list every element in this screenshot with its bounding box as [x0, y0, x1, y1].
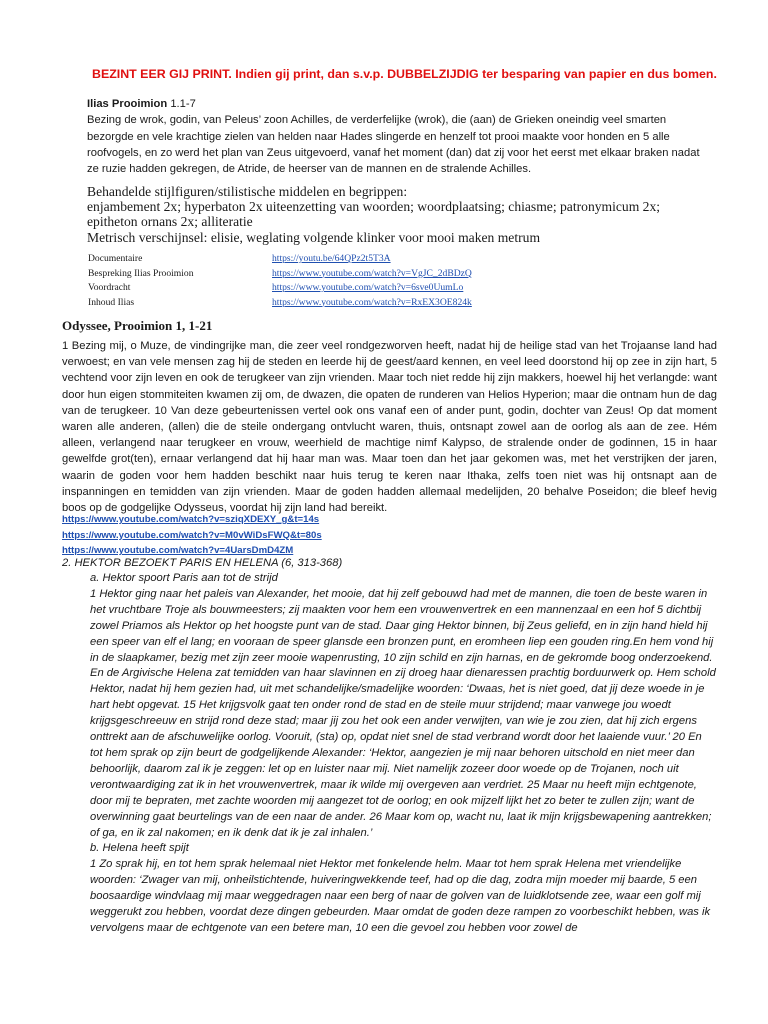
link-label: Documentaire: [88, 253, 143, 264]
hektor-text-b: 1 Zo sprak hij, en tot hem sprak helemaal niet Hektor met fonkelende helm. Maar tot hem sprak Helena met vriendelijke woorden: ‘Zwager van mij, onheilstichtende, huiveringwekkende teef, had op die dag, zodra mijn moeder mij baarde, 5 een boosaardige windvlaag mij maar weggedragen naar een berg of naar de golven van de luidklotsende zee, waar een golf mij weggerukt zou hebben, voordat deze dingen gebeurden. Maar omdat de goden deze rampen zo voorbeschikt hebben, was ik vervolgens maar de echtgenote van een betere man, 10 een die gevoel zou hebben voor zowel de: [90, 858, 711, 934]
ilias-translation: Bezing de wrok, godin, van Peleus’ zoon Achilles, de verderfelijke (wrok), die (aan) de Grieken oneindig veel smarten bezorgde en vele krachtige zielen van helden naar Hades slingerde en henzelf tot prooi maakte voor honden en 5 alle roofvogels, en zo werd het plan van Zeus uitgevoerd, vanaf het moment (dan) dat zij voor het eerst met elkaar braken nadat ze ruzie hadden gekregen, de Atride, de heerser van de mannen en de stralende Achilles.: [87, 114, 700, 176]
video-links-table: [88, 252, 588, 310]
stijlfiguren-section: [87, 184, 712, 245]
link-url[interactable]: https://youtu.be/64QPz2t5T3A: [272, 253, 391, 264]
hektor-subheading-b: b. Helena heeft spijt: [90, 842, 189, 855]
link-row: [88, 252, 588, 267]
link-row: [88, 267, 588, 282]
hektor-text-a: 1 Hektor ging naar het paleis van Alexander, het mooie, dat hij zelf gebouwd had met de mannen, die toen de beste waren in het vruchtbare Troje als bouwmeesters; zij maakten voor hem een vrouwenvertrek en een mannenzaal en een hof 5 dichtbij zowel Priamos als Hektor op het hoogste punt van de stad. Daar ging Hektor binnen, bij Zeus geliefd, en in zijn hand hield hij een speer van elf el lang; en vooraan de speer glansde een bronzen punt, en eromheen liep een gouden ring.En hem vond hij in de slaapkamer, bezig met zijn zeer mooie wapenrusting, 10 zijn schild en zijn harnas, en de gekromde boog onderzoekend. En de Argivische Helena zat temidden van haar slavinnen en zij droeg haar dienaressen prachtig borduurwerk op. Hem schold Hektor, nadat hij hem gezien had, uit met schandelijke/smadelijke woorden: ‘Dwaas, het is niet goed, dat jij deze woede in je hart hebt opgevat. 15 Het krijgsvolk gaat ten onder rond de stad en de steile muur strijdend; maar vanwege jou woedt krijgsgeschreeuw en strijd rond deze stad; maar jij zou het ook een ander verwijten, van wie je zou zien, dat hij zich ergens onttrekt aan de afschuwelijke oorlog. Vooruit, (sta) op, opdat niet snel de stad verbrand wordt door het laaiende vuur.’ 20 En tot hem sprak op zijn beurt de godgelijkende Alexander: ‘Hektor, aangezien je mij naar behoren uitschold en niet meer dan behoorlijk, daarom zal ik je zeggen: let op en luister naar mij. Niet namelijk zozeer door woede op de Trojanen, noch uit verontwaardiging zat ik in het vrouwenvertrek, maar ik wilde mij overgeven aan verdriet. 25 Maar nu heeft mijn echtgenote, door mij te bepraten, met zachte woorden mij aangezet tot de oorlog; en ook mijzelf lijkt het zo beter te zullen zijn; want de overwinning gaat beurtelings van de een naar de ander. 26 Maar kom op, wacht nu, laat ik mijn krijgsbewapening aantrekken; of ga, en ik zal nakomen; en ik denk dat ik je zal inhalen.’: [90, 587, 716, 839]
link-label: Inhoud Ilias: [88, 296, 135, 308]
link-row: [88, 296, 588, 311]
odyssee-translation: 1 Bezing mij, o Muze, de vindingrijke man, die zeer veel rondgezworven heeft, nadat hij de heilige stad van het Trojaanse land had verwoest; en van vele mensen zag hij de steden en leerde hij de geest/aard kennen, en veel leed doorstond hij op zee in zijn hart, 5 vechtend voor zijn leven en ook de terugkeer van zijn vrienden. Maar toch niet redde hij zijn makkers, hoewel hij het verlangde: want door hun eigen stommiteiten kwamen zij om, de dwazen, die opaten de runderen van Helios Hyperion; maar die ontnam hun de dag van de terugkeer. 10 Van deze gebeurtenissen vertel ook ons vanaf een of ander punt, godin, dochter van Zeus! Op dat moment waren alle anderen, (allen) die de steile ondergang ontvlucht waren, thuis, ontsnapt zowel aan de oorlog als aan de zee. Hém alleen, verlangend naar terugkeer en vrouw, weerhield de machtige nimf Kalypso, de stralende onder de godinnen, 15 in haar gewelfde grot(ten), ernaar verlangend dat hij haar man was. Maar toen dan het jaar gekomen was, met het verstrijken der jaren, waarin de goden voor hem hadden beschikt naar huis terug te keren naar Ithaka, zelfs toen niet was hij ontsnapt aan de inspanningen en temidden van zijn vrienden. Maar de goden hadden allemaal medelijden, 20 behalve Poseidon; die bleef hevig boos op de godgelijke Odysseus, voordat hij zijn land had bereikt.: [62, 340, 717, 515]
link-url[interactable]: https://www.youtube.com/watch?v=VgJC_2dBDzQ: [272, 267, 472, 279]
hektor-section: [90, 571, 716, 937]
print-warning: BEZINT EER GIJ PRINT. Indien gij print, dan s.v.p. DUBBELZIJDIG ter besparing van papier en dus bomen.: [92, 67, 717, 81]
stijlfiguren-list: enjambement 2x; hyperbaton 2x uiteenzetting van woorden; woordplaatsing; chiasme; patronymicum 2x; epitheton ornans 2x; alliteratie: [87, 199, 661, 230]
ilias-verses: 1.1-7: [170, 98, 196, 110]
odyssee-link[interactable]: https://www.youtube.com/watch?v=4UarsDmD4ZM: [62, 545, 294, 556]
link-label: Voordracht: [88, 282, 131, 293]
hektor-subheading-a: a. Hektor spoort Paris aan tot de strijd: [90, 572, 278, 584]
link-label: Bespreking Ilias Prooimion: [88, 267, 194, 279]
ilias-title: Ilias Prooimion: [87, 98, 168, 110]
ilias-section: [87, 96, 712, 177]
odyssee-link[interactable]: https://www.youtube.com/watch?v=sziqXDEXY_g&t=14s: [62, 514, 320, 525]
link-row: [88, 281, 588, 296]
metrisch-verschijnsel: Metrisch verschijnsel: elisie, weglating volgende klinker voor mooi maken metrum: [87, 229, 541, 245]
link-url[interactable]: https://www.youtube.com/watch?v=RxEX3OE824k: [272, 296, 472, 308]
link-url[interactable]: https://www.youtube.com/watch?v=6sve0UumLo: [272, 282, 464, 293]
odyssee-title: Odyssee, Prooimion 1, 1-21: [62, 318, 213, 333]
stijlfiguren-heading: Behandelde stijlfiguren/stilistische middelen en begrippen:: [87, 184, 408, 199]
odyssee-link[interactable]: https://www.youtube.com/watch?v=M0vWiDsFWQ&t=80s: [62, 529, 322, 541]
odyssee-links: [62, 512, 322, 559]
hektor-title: 2. HEKTOR BEZOEKT PARIS EN HELENA (6, 313-368): [62, 557, 343, 569]
